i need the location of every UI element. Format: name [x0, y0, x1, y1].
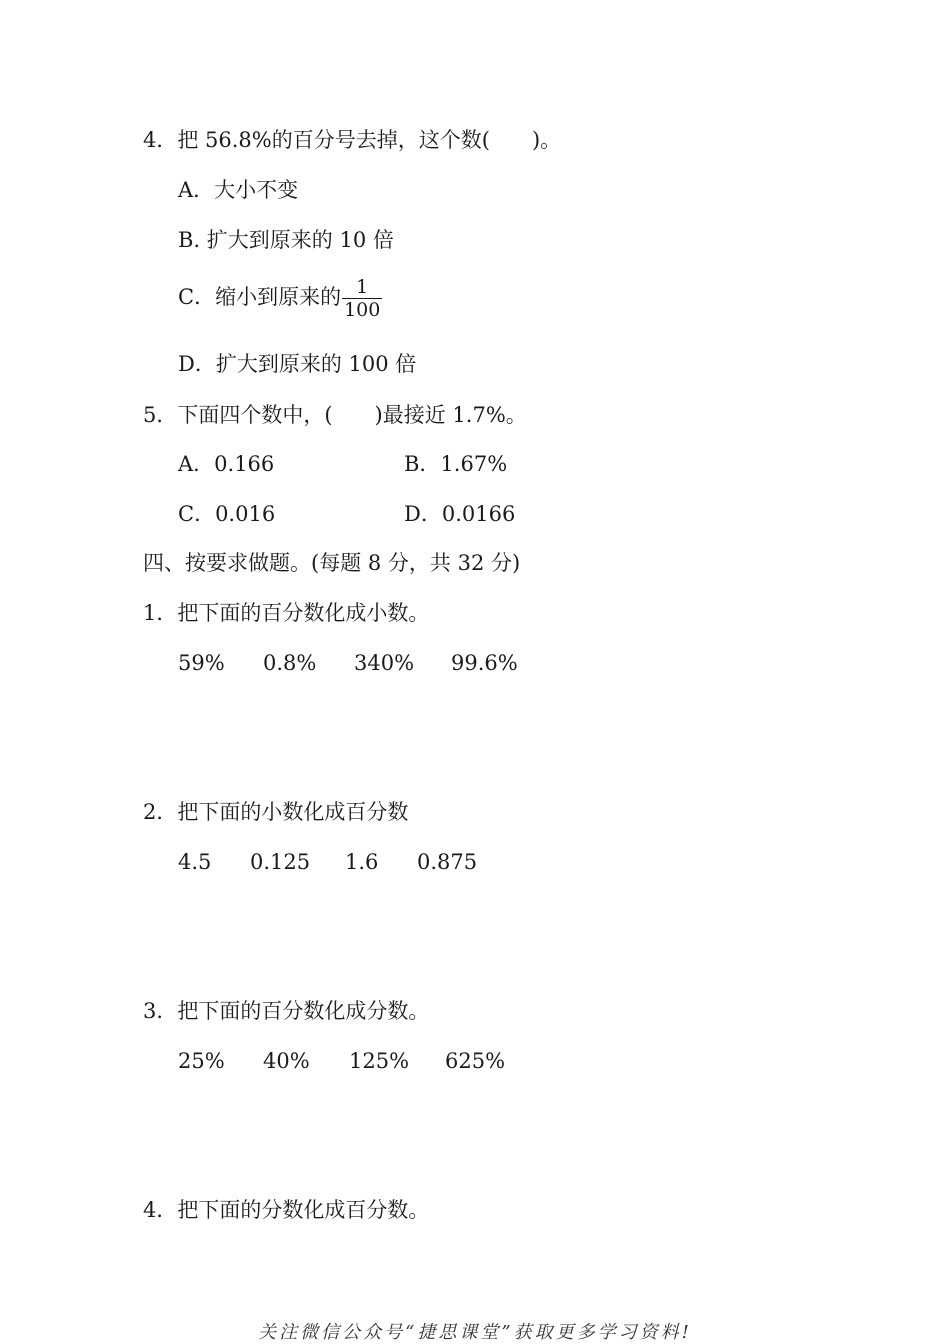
- fraction: [342, 276, 382, 321]
- item-4-stem: 4．把下面的分数化成百分数。: [143, 1198, 430, 1222]
- question-4-option-c: [178, 276, 382, 321]
- item-1-values: [178, 649, 518, 677]
- item-3-values: [178, 1047, 505, 1075]
- question-4-option-c-text: C．缩小到原来的: [178, 285, 342, 309]
- question-5-option-a: A．0.166: [178, 452, 275, 476]
- item-2-stem: 2．把下面的小数化成百分数: [143, 800, 409, 824]
- value: 125%: [349, 1049, 410, 1073]
- question-4-option-a: A．大小不变: [178, 178, 299, 202]
- value: 0.125: [250, 850, 311, 874]
- value: 4.5: [178, 850, 212, 874]
- item-2-values: [178, 848, 477, 876]
- question-4-stem: 4．把 56.8%的百分号去掉，这个数( )。: [143, 128, 562, 152]
- question-5-option-d: D．0.0166: [404, 502, 516, 526]
- question-5-stem: 5．下面四个数中，( )最接近 1.7%。: [143, 403, 527, 427]
- value: 0.8%: [263, 651, 317, 675]
- value: 340%: [354, 651, 415, 675]
- item-3-stem: 3．把下面的百分数化成分数。: [143, 999, 430, 1023]
- value: 0.875: [417, 850, 478, 874]
- value: 40%: [263, 1049, 310, 1073]
- question-4-option-d: D．扩大到原来的 100 倍: [178, 352, 417, 376]
- value: 59%: [178, 651, 225, 675]
- value: 1.6: [345, 850, 379, 874]
- question-5-option-b: B．1.67%: [404, 452, 508, 476]
- section-heading: 四、按要求做题。(每题 8 分，共 32 分): [143, 551, 521, 575]
- question-4-option-b: B. 扩大到原来的 10 倍: [178, 228, 394, 252]
- fraction-numerator: 1: [356, 276, 369, 298]
- question-5-option-c: C．0.016: [178, 502, 276, 526]
- value: 25%: [178, 1049, 225, 1073]
- value: 99.6%: [451, 651, 518, 675]
- value: 625%: [445, 1049, 506, 1073]
- fraction-denominator: 100: [344, 299, 381, 321]
- item-1-stem: 1．把下面的百分数化成小数。: [143, 601, 430, 625]
- footer-note: 关注微信公众号“捷思课堂”获取更多学习资料!: [258, 1322, 692, 1343]
